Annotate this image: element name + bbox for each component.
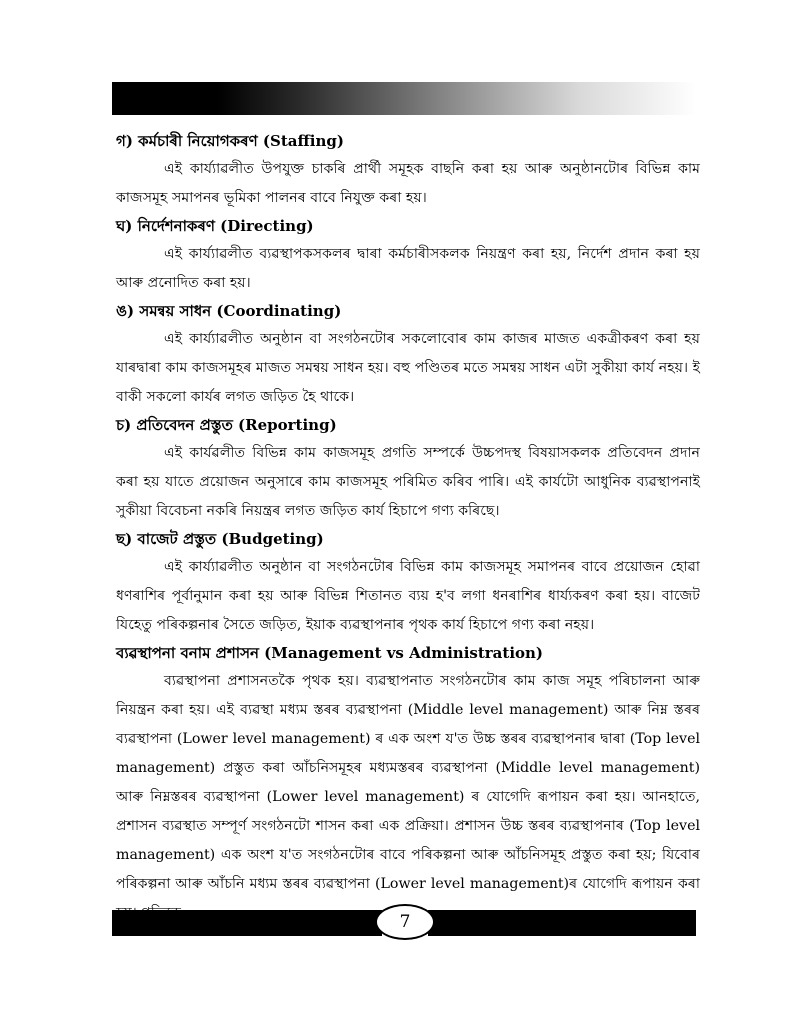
section-coordinating xyxy=(116,300,700,412)
section-paragraph xyxy=(116,155,700,213)
section-paragraph xyxy=(116,240,700,298)
paragraph-text: এই কাৰ্য্যাৱলীত ব্যৱস্থাপকসকলৰ দ্বাৰা কৰ্মচাৰীসকলক নিয়ন্ত্ৰণ কৰা হয়, নিৰ্দেশ প্ৰদান কৰা হয় আৰু প্ৰনোদিত কৰা হয়। xyxy=(116,246,700,291)
paragraph-text: এই কাৰ্যৱলীত বিভিন্ন কাম কাজসমূহ প্ৰগতি সম্পৰ্কে উচ্চপদস্থ বিষয়াসকলক প্ৰতিবেদন প্ৰদান কৰা হয় যাতে প্ৰয়োজন অনুসাৰে কাম কাজসমূহ পৰিমিত কৰিব পাৰি। এই কাৰ্যটো আধুনিক ব্যৱস্থাপনাই সুকীয়া বিবেচনা নকৰি নিয়ন্ত্ৰৰ লগত জড়িত কাৰ্য হিচাপে গণ্য কৰিছে। xyxy=(116,445,700,519)
section-heading: ঙ) সমন্বয় সাধন (Coordinating) xyxy=(116,302,342,320)
page-content xyxy=(116,128,700,928)
section-reporting xyxy=(116,414,700,526)
paragraph-text: এই কাৰ্য্যাৱলীত অনুষ্ঠান বা সংগঠনটোৰ বিভিন্ন কাম কাজসমূহ সমাপনৰ বাবে প্ৰয়োজন হোৱা ধণৰাশিৰ পূৰ্বানুমান কৰা হয় আৰু বিভিন্ন শিতানত ব্যয় হ'ব লগা ধনৰাশিৰ ধাৰ্য্যকৰণ কৰা হয়। বাজেট যিহেতু পৰিকল্পনাৰ সৈতে জড়িত, ইয়াক ব্যৱস্থাপনাৰ পৃথক কাৰ্য হিচাপে গণ্য কৰা নহয়। xyxy=(116,559,700,633)
section-paragraph xyxy=(116,439,700,526)
paragraph-text: ব্যৱস্থাপনা প্ৰশাসনতকৈ পৃথক হয়। ব্যৱস্থাপনাত সংগঠনটোৰ কাম কাজ সমূহ পৰিচালনা আৰু নিয়ন্ত্ৰন কৰা হয়। এই ব্যৱস্থা মধ্যম স্তৰৰ ব্যৱস্থাপনা (Middle level management) আৰু নিম্ন স্তৰৰ ব্যৱস্থাপনা (Lower level management) ৰ এক অংশ য'ত উচ্চ স্তৰৰ ব্যৱস্থাপনাৰ দ্বাৰা (Top level management) প্ৰস্তুত কৰা আঁচনিসমূহৰ মধ্যমস্তৰৰ ব্যৱস্থাপনা (Middle level management) আৰু নিম্নস্তৰৰ ব্যৱস্থাপনা (Lower level management) ৰ যোগেদি ৰূপায়ন কৰা হয়। আনহাতে, প্ৰশাসন ব্যৱস্থাত সম্পূৰ্ণ সংগঠনটো শাসন কৰা এক প্ৰক্ৰিয়া। প্ৰশাসন উচ্চ স্তৰৰ ব্যৱস্থাপনাৰ (Top level management) এক অংশ য'ত সংগঠনটোৰ বাবে পৰিকল্পনা আৰু আঁচনিসমূহ প্ৰস্তুত কৰা হয়; যিবোৰ পৰিকল্পনা আৰু আঁচনি মধ্যম স্তৰৰ ব্যৱস্থাপনা (Lower level management)ৰ যোগেদি ৰূপায়ন কৰা xyxy=(116,673,700,892)
page-number: 7 xyxy=(375,904,435,940)
section-heading: ব্যৱস্থাপনা বনাম প্ৰশাসন (Management vs Administration) xyxy=(116,644,544,662)
section-management-vs-administration xyxy=(116,642,700,928)
section-heading: গ) কৰ্মচাৰী নিয়োগকৰণ (Staffing) xyxy=(116,132,344,150)
section-budgeting xyxy=(116,528,700,640)
section-directing xyxy=(116,215,700,298)
section-heading: চ) প্ৰতিবেদন প্ৰস্তুত (Reporting) xyxy=(116,416,337,434)
footer-bar-right xyxy=(428,910,696,936)
section-heading: ছ) বাজেট প্ৰস্তুত (Budgeting) xyxy=(116,530,324,548)
section-heading: ঘ) নিৰ্দেশনাকৰণ (Directing) xyxy=(116,217,314,235)
paragraph-text: এই কাৰ্য্যাৱলীত উপযুক্ত চাকৰি প্ৰাৰ্থী সমূহক বাছনি কৰা হয় আৰু অনুষ্ঠানটোৰ বিভিন্ন কাম কাজসমূহ সমাপনৰ ভূমিকা পালনৰ বাবে নিযুক্ত কৰা হয়। xyxy=(116,161,700,206)
header-gradient-bar xyxy=(112,82,696,115)
paragraph-text: এই কাৰ্য্যাৱলীত অনুষ্ঠান বা সংগঠনটোৰ সকলোবোৰ কাম কাজৰ মাজত একত্ৰীকৰণ কৰা হয় যাৰদ্বাৰা কাম কাজসমূহৰ মাজত সমন্বয় সাধন হয়। বহু পণ্ডিতৰ মতে সমন্বয় সাধন এটা সুকীয়া কাৰ্য নহয়। ই বাকী সকলো কাৰ্যৰ লগত জড়িত হৈ থাকে। xyxy=(116,331,700,405)
section-staffing xyxy=(116,130,700,213)
section-paragraph xyxy=(116,553,700,640)
section-paragraph xyxy=(116,667,700,928)
footer-bar-left xyxy=(112,910,382,936)
section-paragraph xyxy=(116,325,700,412)
